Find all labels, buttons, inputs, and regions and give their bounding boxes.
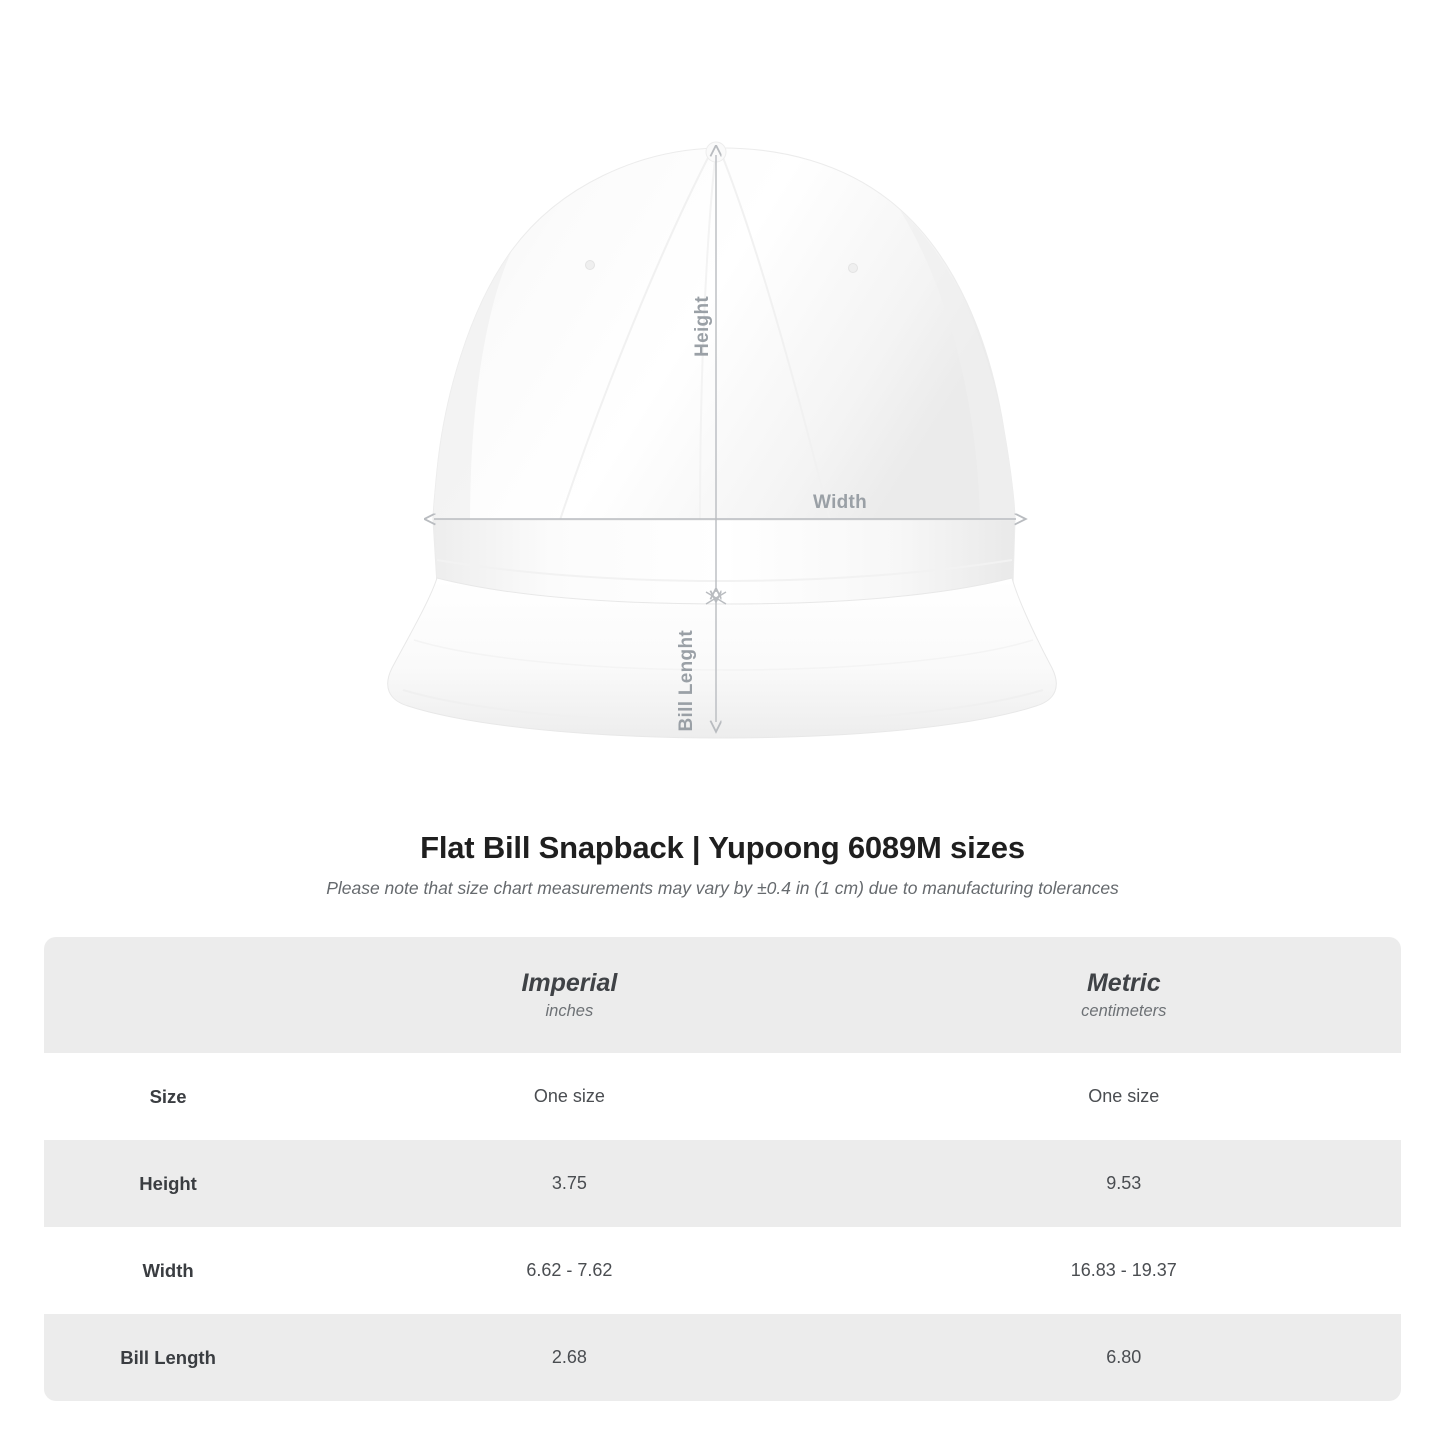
row-label-height: Height (44, 1140, 292, 1227)
row-label-size: Size (44, 1053, 292, 1140)
table-row (44, 1314, 1401, 1401)
cell-bill-length-metric: 6.80 (847, 1314, 1401, 1401)
header-cell-blank (44, 937, 292, 1053)
header-cell-imperial (292, 937, 846, 1053)
metric-subtitle: centimeters (1081, 1001, 1167, 1020)
width-dimension-label: Width (813, 492, 868, 513)
tolerance-note: Please note that size chart measurements may vary by ±0.4 in (1 cm) due to manufacturing tolerances (326, 878, 1119, 898)
bill-length-dimension-label (676, 630, 698, 731)
bill-length-line-1: Bill (676, 700, 697, 732)
size-chart-table-wrap (44, 937, 1401, 1401)
imperial-title: Imperial (521, 969, 618, 998)
bill-length-line-2: Lenght (676, 630, 697, 696)
table-row (44, 1053, 1401, 1140)
height-dimension-label: Height (692, 296, 713, 357)
size-chart-table (44, 937, 1401, 1401)
cell-size-metric: One size (847, 1053, 1401, 1140)
cap-band (433, 520, 1015, 604)
row-label-width: Width (44, 1227, 292, 1314)
imperial-subtitle: inches (545, 1001, 594, 1020)
cell-height-imperial: 3.75 (292, 1140, 846, 1227)
cell-height-metric: 9.53 (847, 1140, 1401, 1227)
header-cell-metric (847, 937, 1401, 1053)
table-row (44, 1140, 1401, 1227)
cell-width-metric: 16.83 - 19.37 (847, 1227, 1401, 1314)
table-header-row (44, 937, 1401, 1053)
metric-title: Metric (1086, 969, 1161, 998)
cap-crown (433, 142, 1015, 520)
table-row (44, 1227, 1401, 1314)
page-title: Flat Bill Snapback | Yupoong 6089M sizes (420, 830, 1025, 865)
caption-block (0, 830, 1445, 899)
cell-size-imperial: One size (292, 1053, 846, 1140)
cell-width-imperial: 6.62 - 7.62 (292, 1227, 846, 1314)
cell-bill-length-imperial: 2.68 (292, 1314, 846, 1401)
row-label-bill-length: Bill Length (44, 1314, 292, 1401)
